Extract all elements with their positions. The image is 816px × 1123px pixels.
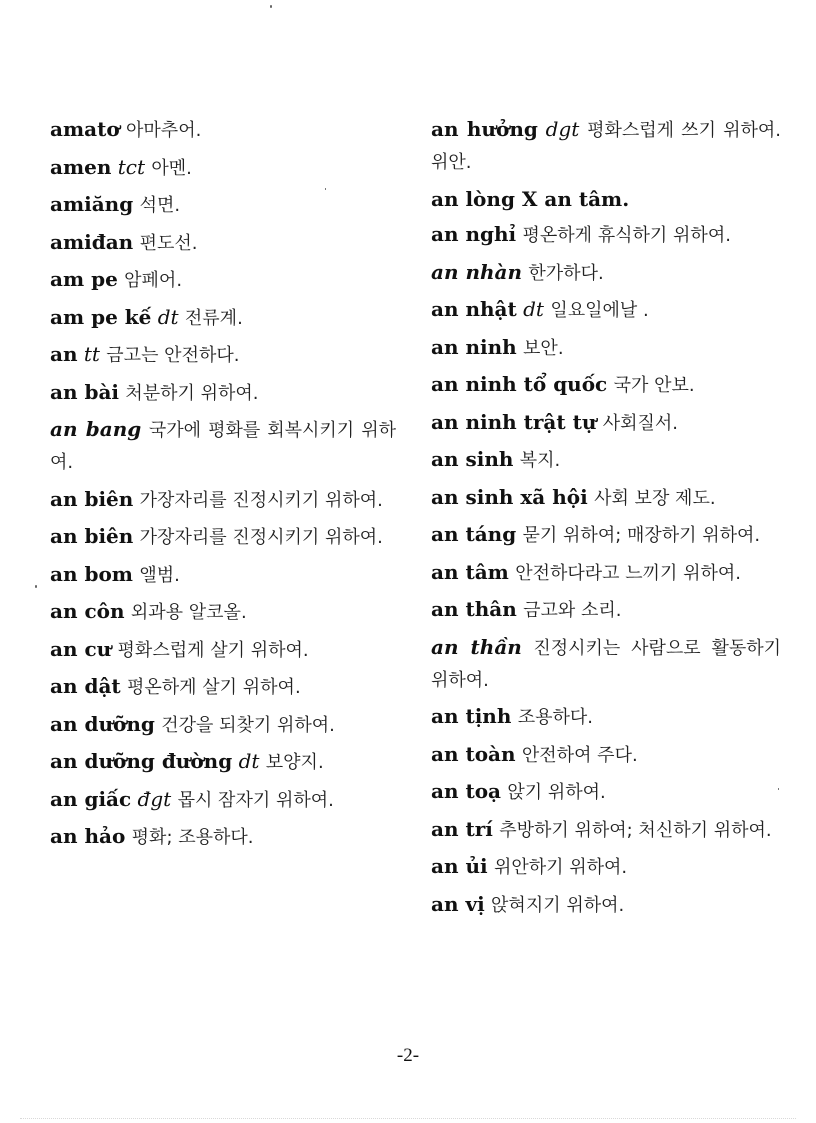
definition: 조용하다.	[517, 707, 594, 728]
dictionary-entry	[50, 634, 396, 666]
headword: an bài	[50, 379, 120, 404]
headword: an giấc	[50, 786, 132, 811]
headword: an cư	[50, 636, 112, 661]
headword: amatơ	[50, 117, 120, 141]
definition: 석면.	[139, 195, 181, 216]
dictionary-entry	[50, 339, 396, 371]
headword: an biên	[50, 486, 134, 511]
headword: an nghỉ	[431, 222, 517, 246]
headword: an sinh	[431, 447, 514, 471]
definition: 국가에 평화를 회복시키기 위하여.	[50, 420, 396, 473]
dictionary-entry	[50, 521, 396, 553]
dictionary-entry	[50, 746, 396, 778]
definition: 아마추어.	[126, 120, 202, 141]
dictionary-entry	[50, 377, 396, 409]
headword: an sinh xã hội	[431, 484, 588, 509]
headword: am pe kế	[50, 304, 152, 329]
dictionary-entry	[431, 594, 781, 626]
dictionary-entry	[431, 184, 781, 214]
definition: 금고와 소리.	[523, 600, 622, 621]
dictionary-entry	[431, 814, 781, 846]
dictionary-entry	[431, 294, 781, 326]
definition: 처분하기 위하여.	[125, 382, 259, 404]
dictionary-entry	[50, 671, 396, 703]
headword: an dưỡng đường	[50, 749, 233, 773]
right-column	[431, 114, 781, 926]
definition: 앨범.	[139, 564, 180, 586]
definition: 위안하기 위하여.	[493, 857, 628, 878]
definition: 일요일에날 .	[550, 300, 649, 321]
dictionary-entry	[431, 557, 781, 589]
definition: 가장자리를 진정시키기 위하여.	[139, 527, 383, 548]
headword: amen	[50, 154, 112, 179]
definition: 사회질서.	[602, 412, 679, 434]
definition: 전류계.	[184, 307, 243, 329]
headword: am pe	[50, 267, 118, 291]
headword: an tâm	[431, 559, 509, 584]
headword: an trí	[431, 816, 493, 841]
definition: 보양지.	[265, 752, 324, 773]
dictionary-entry	[431, 632, 781, 696]
headword: an dật	[50, 674, 121, 698]
definition: 앉기 위하여.	[507, 782, 606, 803]
part-of-speech: tct	[117, 154, 146, 179]
headword: amiđan	[50, 229, 134, 254]
dictionary-entry	[431, 701, 781, 733]
definition: 복지.	[519, 450, 561, 471]
page-number: -2-	[396, 1045, 420, 1066]
headword: an hảo	[50, 824, 126, 848]
part-of-speech: đgt	[137, 786, 172, 811]
part-of-speech: dgt	[545, 117, 580, 141]
headword: an ninh tổ quốc	[431, 372, 608, 396]
definition: 진정시키는 사람으로 활동하기 위하여.	[431, 637, 781, 691]
headword: an toạ	[431, 779, 501, 803]
headword: an thân	[431, 597, 517, 621]
headword: an thần	[431, 634, 522, 659]
headword: an nhật	[431, 297, 517, 321]
definition: 사회 보장 제도.	[594, 487, 716, 509]
scan-speck	[778, 788, 779, 790]
headword: an dưỡng	[50, 711, 155, 736]
scan-speck	[270, 5, 272, 8]
dictionary-entry	[50, 559, 396, 591]
definition: 앉혀지기 위하여.	[491, 894, 625, 916]
definition: 안전하여 주다.	[521, 744, 638, 766]
dictionary-entry	[431, 776, 781, 808]
dictionary-entry	[431, 889, 781, 921]
dictionary-entry	[431, 114, 781, 178]
headword: an côn	[50, 599, 125, 623]
dictionary-entry	[50, 302, 396, 334]
dictionary-entry	[50, 152, 396, 184]
dictionary-entry	[50, 114, 396, 146]
dictionary-entry	[431, 851, 781, 883]
headword: an vị	[431, 891, 485, 916]
definition: 평화스럽게 살기 위하여.	[117, 639, 309, 661]
dictionary-entry	[431, 257, 781, 289]
headword: an bang	[50, 417, 142, 441]
headword: an táng	[431, 522, 517, 546]
definition: 외과용 알코올.	[130, 602, 247, 623]
dictionary-entry	[50, 414, 396, 478]
definition: 편도선.	[139, 232, 198, 254]
scan-speck	[35, 585, 37, 588]
headword: an tịnh	[431, 704, 512, 728]
headword: an lòng X an tâm.	[431, 186, 630, 211]
part-of-speech: dt	[157, 304, 179, 329]
headword: an bom	[50, 561, 133, 586]
dictionary-entry	[50, 189, 396, 221]
definition: 암페어.	[124, 270, 183, 291]
definition: 안전하다라고 느끼기 위하여.	[515, 562, 742, 584]
definition: 가장자리를 진정시키기 위하여.	[139, 489, 383, 511]
bottom-dotted-rule	[20, 1118, 796, 1119]
dictionary-entry	[431, 332, 781, 364]
dictionary-entry	[431, 482, 781, 514]
headword: an ninh trật tự	[431, 409, 597, 434]
definition: 추방하기 위하여; 처신하기 위하여.	[499, 819, 772, 841]
dictionary-entry	[431, 444, 781, 476]
headword: an biên	[50, 524, 134, 548]
headword: an	[50, 342, 78, 366]
definition: 보안.	[523, 337, 564, 359]
part-of-speech: dt	[523, 297, 544, 321]
dictionary-entry	[50, 227, 396, 259]
dictionary-entry	[50, 709, 396, 741]
dictionary-entry	[431, 519, 781, 551]
left-column	[50, 114, 396, 859]
dictionary-entry	[431, 369, 781, 401]
definition: 몹시 잠자기 위하여.	[177, 789, 334, 811]
dictionary-entry	[431, 407, 781, 439]
dictionary-entry	[50, 784, 396, 816]
definition: 평화스럽게 쓰기 위하여. 위안.	[431, 120, 782, 173]
headword: amiăng	[50, 192, 134, 216]
dictionary-entry	[431, 219, 781, 251]
definition: 건강을 되찾기 위하여.	[161, 714, 335, 736]
definition: 평화; 조용하다.	[131, 827, 254, 848]
headword: an toàn	[431, 741, 516, 766]
dictionary-entry	[50, 484, 396, 516]
headword: an ủi	[431, 854, 488, 878]
scan-speck	[325, 188, 326, 190]
definition: 아멘.	[151, 157, 192, 179]
dictionary-entry	[50, 596, 396, 628]
headword: an nhàn	[431, 259, 523, 284]
definition: 국가 안보.	[613, 375, 695, 396]
dictionary-entry	[50, 264, 396, 296]
headword: an ninh	[431, 334, 517, 359]
headword: an hưởng	[431, 117, 538, 141]
definition: 한가하다.	[528, 262, 604, 284]
definition: 평온하게 휴식하기 위하여.	[522, 225, 731, 246]
definition: 금고는 안전하다.	[106, 345, 240, 366]
definition: 묻기 위하여; 매장하기 위하여.	[522, 525, 761, 546]
part-of-speech: tt	[83, 342, 100, 366]
part-of-speech: dt	[238, 749, 260, 773]
definition: 평온하게 살기 위하여.	[127, 677, 301, 698]
dictionary-entry	[431, 739, 781, 771]
dictionary-entry	[50, 821, 396, 853]
